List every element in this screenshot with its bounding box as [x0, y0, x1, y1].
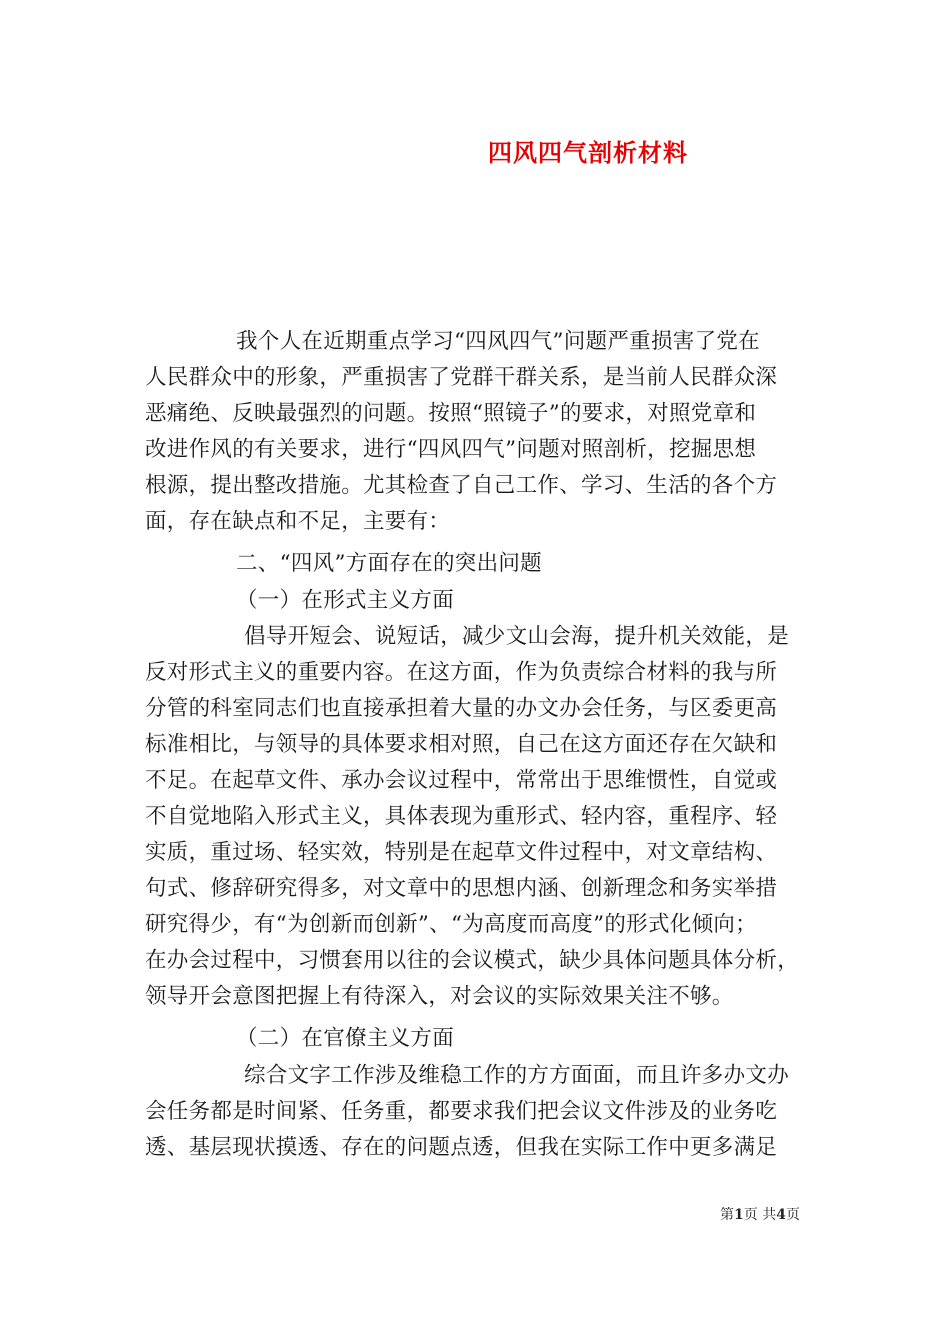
paragraph-line: 根源，提出整改措施。尤其检查了自己工作、学习、生活的各个方	[145, 473, 778, 498]
paragraph-line: 恶痛绝、反映最强烈的问题。按照“照镜子”的要求，对照党章和	[145, 401, 757, 426]
footer-prefix: 第	[720, 1207, 734, 1223]
paragraph-line: 反对形式主义的重要内容。在这方面，作为负责综合材料的我与所	[145, 660, 778, 685]
document-title: 四风四气剖析材料	[488, 138, 688, 167]
section-heading: 二、“四风”方面存在的突出问题	[236, 551, 542, 576]
paragraph-line: 分管的科室同志们也直接承担着大量的办文办会任务，与区委更高	[145, 696, 778, 721]
paragraph-line: 领导开会意图把握上有待深入，对会议的实际效果关注不够。	[145, 984, 734, 1009]
paragraph-line: 不自觉地陷入形式主义，具体表现为重形式、轻内容，重程序、轻	[145, 804, 778, 829]
paragraph-line: 句式、修辞研究得多，对文章中的思想内涵、创新理念和务实举措	[145, 876, 778, 901]
page-number-footer	[720, 1204, 800, 1224]
paragraph-line: 倡导开短会、说短话，减少文山会海，提升机关效能，是	[244, 624, 790, 649]
paragraph-line: 我个人在近期重点学习“四风四气”问题严重损害了党在	[236, 329, 760, 354]
paragraph-line: 人民群众中的形象，严重损害了党群干群关系，是当前人民群众深	[145, 365, 778, 390]
paragraph-line: 改进作风的有关要求，进行“四风四气”问题对照剖析，挖掘思想	[145, 437, 757, 462]
footer-current-page: 1	[734, 1207, 744, 1223]
paragraph-line: 在办会过程中，习惯套用以往的会议模式，缺少具体问题具体分析，	[145, 948, 800, 973]
paragraph-line: 面，存在缺点和不足，主要有：	[145, 509, 451, 534]
footer-suffix: 页	[785, 1207, 800, 1223]
paragraph-line: 研究得少，有“为创新而创新”、“为高度而高度”的形式化倾向；	[145, 912, 757, 937]
subsection-heading: （一）在形式主义方面	[236, 588, 455, 613]
subsection-heading: （二）在官僚主义方面	[236, 1026, 455, 1051]
footer-total-pages: 4	[776, 1207, 786, 1223]
paragraph-line: 标准相比，与领导的具体要求相对照，自己在这方面还存在欠缺和	[145, 732, 778, 757]
paragraph-line: 综合文字工作涉及维稳工作的方方面面，而且许多办文办	[244, 1063, 790, 1088]
paragraph-line: 不足。在起草文件、承办会议过程中，常常出于思维惯性，自觉或	[145, 768, 778, 793]
paragraph-line: 会任务都是时间紧、任务重，都要求我们把会议文件涉及的业务吃	[145, 1099, 778, 1124]
paragraph-line: 透、基层现状摸透、存在的问题点透，但我在实际工作中更多满足	[145, 1135, 778, 1160]
footer-middle: 页 共	[743, 1207, 777, 1223]
paragraph-line: 实质，重过场、轻实效，特别是在起草文件过程中，对文章结构、	[145, 840, 778, 865]
